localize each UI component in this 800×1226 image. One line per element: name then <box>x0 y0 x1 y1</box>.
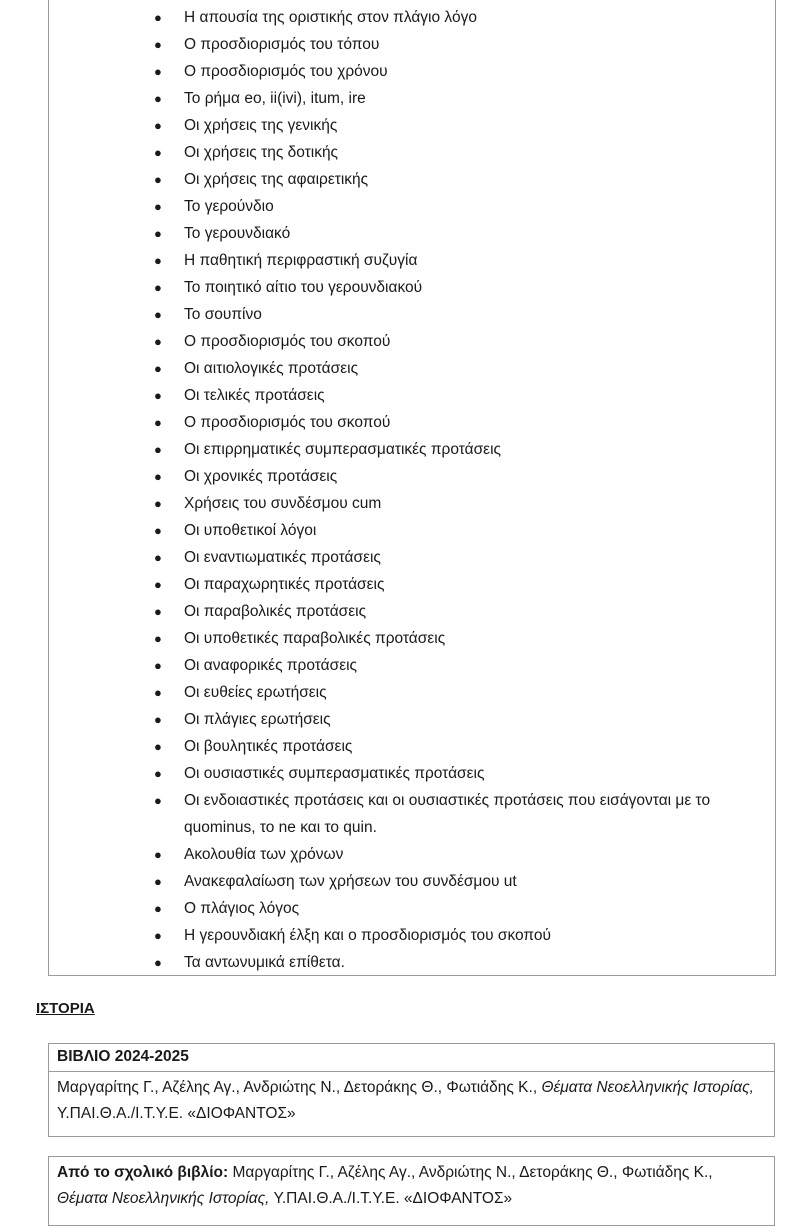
book-publisher: Υ.ΠΑΙ.Θ.Α./Ι.Τ.Υ.Ε. «ΔΙΟΦΑΝΤΟΣ» <box>57 1105 296 1122</box>
list-item <box>49 733 775 760</box>
bullet-icon: ● <box>154 928 162 943</box>
bullet-icon: ● <box>154 712 162 727</box>
list-item <box>49 652 775 679</box>
bullet-icon: ● <box>154 442 162 457</box>
bullet-icon: ● <box>154 658 162 673</box>
list-item <box>49 193 775 220</box>
bullet-icon: ● <box>154 307 162 322</box>
list-item <box>49 949 775 976</box>
list-item <box>49 895 775 922</box>
bullet-icon: ● <box>154 685 162 700</box>
bullet-icon: ● <box>154 604 162 619</box>
school-book-authors: Μαργαρίτης Γ., Αζέλης Αγ., Ανδριώτης Ν., Δετοράκης Θ., Φωτιάδης Κ., <box>232 1164 713 1181</box>
list-item <box>49 544 775 571</box>
book-box <box>48 1043 775 1137</box>
list-item <box>49 301 775 328</box>
list-item <box>49 571 775 598</box>
list-item <box>49 922 775 949</box>
list-item-text: Οι ευθείες ερωτήσεις <box>184 684 327 701</box>
bullet-icon: ● <box>154 226 162 241</box>
bullet-icon: ● <box>154 199 162 214</box>
book-authors: Μαργαρίτης Γ., Αζέλης Αγ., Ανδριώτης Ν., Δετοράκης Θ., Φωτιάδης Κ., <box>57 1079 538 1096</box>
section-title: ΙΣΤΟΡΙΑ <box>36 1000 95 1017</box>
list-item <box>49 139 775 166</box>
list-item <box>49 274 775 301</box>
list-item-text: Το ρήμα eo, ii(ivi), itum, ire <box>184 90 366 107</box>
list-item <box>49 220 775 247</box>
bullet-icon: ● <box>154 874 162 889</box>
topics-box <box>48 0 776 976</box>
bullet-icon: ● <box>154 901 162 916</box>
bullet-icon: ● <box>154 955 162 970</box>
list-item-text: Χρήσεις του συνδέσμου cum <box>184 495 382 512</box>
bullet-icon: ● <box>154 388 162 403</box>
list-item-text: Οι αιτιολογικές προτάσεις <box>184 360 359 377</box>
school-book-title: Θέματα Νεοελληνικής Ιστορίας, <box>57 1190 270 1207</box>
list-item-text: Ο προσδιορισμός του σκοπού <box>184 414 391 431</box>
bullet-icon: ● <box>154 793 162 808</box>
bullet-icon: ● <box>154 118 162 133</box>
topic-list <box>49 4 775 976</box>
bullet-icon: ● <box>154 37 162 52</box>
list-item <box>49 409 775 436</box>
list-item-text: Οι παραχωρητικές προτάσεις <box>184 576 385 593</box>
list-item-text: Ο προσδιορισμός του τόπου <box>184 36 380 53</box>
list-item <box>49 166 775 193</box>
list-item <box>49 382 775 409</box>
list-item <box>49 58 775 85</box>
list-item <box>49 4 775 31</box>
book-title: Θέματα Νεοελληνικής Ιστορίας, <box>541 1079 754 1096</box>
list-item-text: Οι χρονικές προτάσεις <box>184 468 338 485</box>
list-item-text: Οι χρήσεις της αφαιρετικής <box>184 171 369 188</box>
bullet-icon: ● <box>154 766 162 781</box>
list-item-text: Ανακεφαλαίωση των χρήσεων του συνδέσμου ut <box>184 873 517 890</box>
list-item-text: Οι χρήσεις της γενικής <box>184 117 338 134</box>
list-item-text: Το ποιητικό αίτιο του γερουνδιακού <box>184 279 423 296</box>
bullet-icon: ● <box>154 631 162 646</box>
bullet-icon: ● <box>154 469 162 484</box>
bullet-icon: ● <box>154 577 162 592</box>
bullet-icon: ● <box>154 91 162 106</box>
list-item <box>49 868 775 895</box>
list-item-text: Οι χρήσεις της δοτικής <box>184 144 339 161</box>
list-item-text: Το γερούνδιο <box>184 198 274 215</box>
bullet-icon: ● <box>154 145 162 160</box>
list-item-text: Ακολουθία των χρόνων <box>184 846 344 863</box>
list-item <box>49 679 775 706</box>
book-header: ΒΙΒΛΙΟ 2024-2025 <box>49 1044 774 1072</box>
list-item-text: Οι υποθετικοί λόγοι <box>184 522 317 539</box>
bullet-icon: ● <box>154 280 162 295</box>
list-item <box>49 787 775 841</box>
bullet-icon: ● <box>154 415 162 430</box>
school-book-publisher: Υ.ΠΑΙ.Θ.Α./Ι.Τ.Υ.Ε. «ΔΙΟΦΑΝΤΟΣ» <box>273 1190 513 1207</box>
bullet-icon: ● <box>154 550 162 565</box>
bullet-icon: ● <box>154 496 162 511</box>
bullet-icon: ● <box>154 739 162 754</box>
list-item-text: Οι παραβολικές προτάσεις <box>184 603 367 620</box>
list-item-text: Οι εναντιωματικές προτάσεις <box>184 549 381 566</box>
list-item <box>49 436 775 463</box>
bullet-icon: ● <box>154 334 162 349</box>
list-item-text: Οι ενδοιαστικές προτάσεις και οι ουσιαστικές προτάσεις που εισάγονται με το quominus, το ne και το quin. <box>184 792 711 836</box>
list-item-text: Η γερουνδιακή έλξη και ο προσδιορισμός του σκοπού <box>184 927 551 944</box>
list-item <box>49 760 775 787</box>
list-item <box>49 31 775 58</box>
bullet-icon: ● <box>154 253 162 268</box>
list-item-text: Οι βουλητικές προτάσεις <box>184 738 353 755</box>
bullet-icon: ● <box>154 172 162 187</box>
list-item <box>49 625 775 652</box>
list-item <box>49 328 775 355</box>
list-item-text: Οι αναφορικές προτάσεις <box>184 657 358 674</box>
list-item-text: Η απουσία της οριστικής στον πλάγιο λόγο <box>184 9 477 26</box>
list-item-text: Οι πλάγιες ερωτήσεις <box>184 711 331 728</box>
list-item <box>49 490 775 517</box>
list-item <box>49 112 775 139</box>
list-item-text: Ο πλάγιος λόγος <box>184 900 300 917</box>
list-item <box>49 841 775 868</box>
list-item-text: Το σουπίνο <box>184 306 262 323</box>
bullet-icon: ● <box>154 361 162 376</box>
book-reference <box>49 1072 774 1127</box>
school-book-label: Από το σχολικό βιβλίο: <box>57 1164 229 1181</box>
list-item-text: Οι τελικές προτάσεις <box>184 387 325 404</box>
list-item <box>49 706 775 733</box>
bullet-icon: ● <box>154 64 162 79</box>
bullet-icon: ● <box>154 10 162 25</box>
school-book-box <box>48 1156 775 1226</box>
list-item <box>49 463 775 490</box>
list-item-text: Οι ουσιαστικές συμπερασματικές προτάσεις <box>184 765 485 782</box>
list-item <box>49 598 775 625</box>
list-item <box>49 355 775 382</box>
list-item-text: Ο προσδιορισμός του χρόνου <box>184 63 388 80</box>
list-item <box>49 517 775 544</box>
list-item-text: Τα αντωνυμικά επίθετα. <box>184 954 345 971</box>
list-item <box>49 247 775 274</box>
list-item-text: Η παθητική περιφραστική συζυγία <box>184 252 418 269</box>
list-item-text: Το γερουνδιακό <box>184 225 291 242</box>
list-item-text: Ο προσδιορισμός του σκοπού <box>184 333 391 350</box>
bullet-icon: ● <box>154 847 162 862</box>
list-item <box>49 85 775 112</box>
list-item-text: Οι επιρρηματικές συμπερασματικές προτάσεις <box>184 441 501 458</box>
list-item-text: Οι υποθετικές παραβολικές προτάσεις <box>184 630 446 647</box>
bullet-icon: ● <box>154 523 162 538</box>
